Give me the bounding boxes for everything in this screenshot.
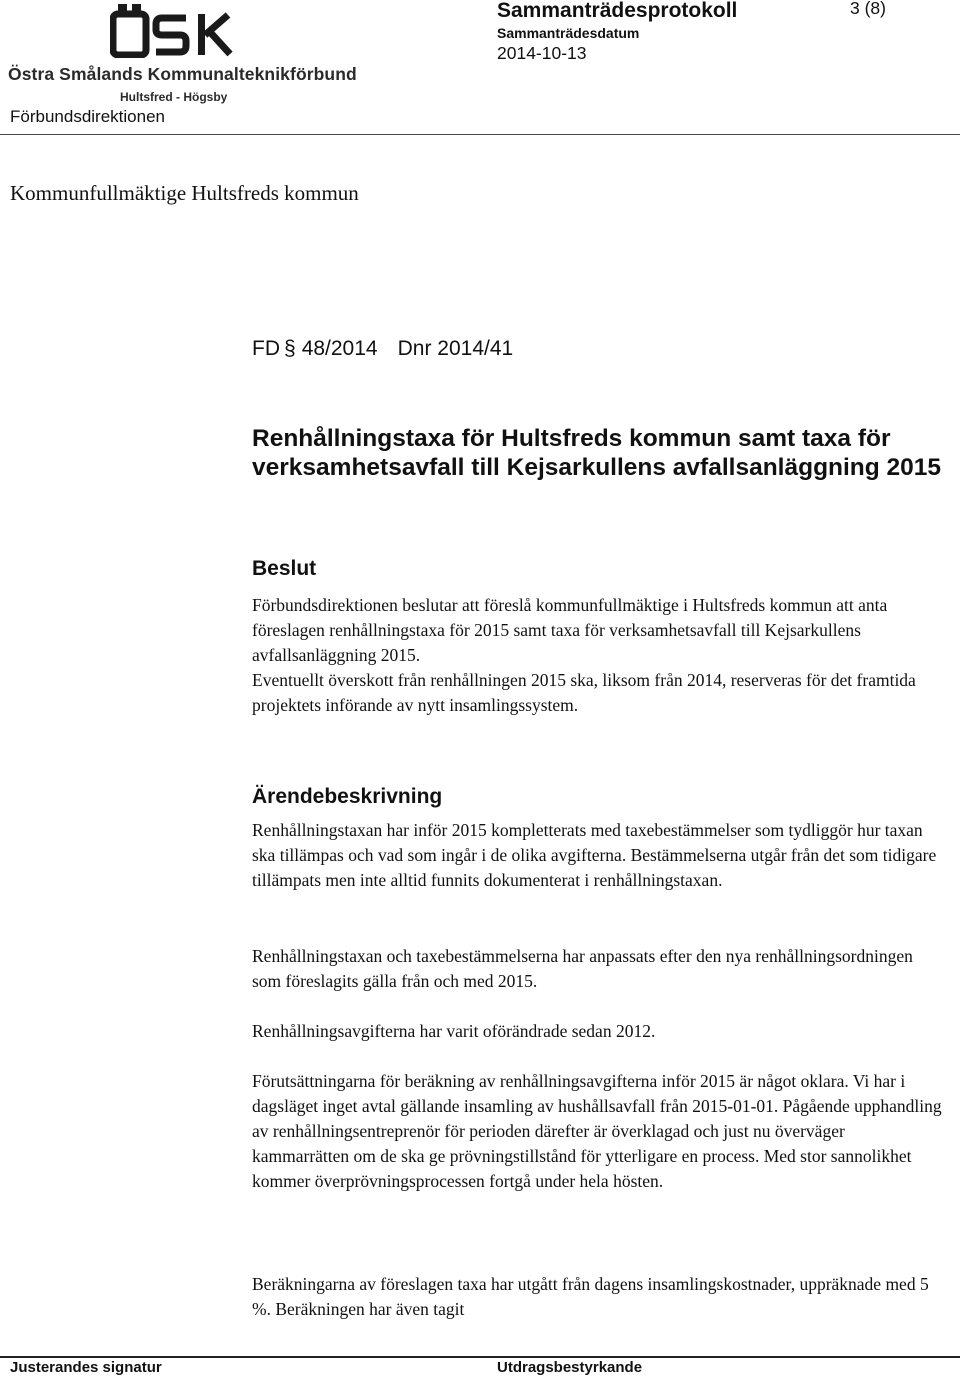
- description-heading: Ärendebeskrivning: [252, 785, 443, 808]
- decision-heading: Beslut: [252, 557, 317, 580]
- extract-verification-label: Utdragsbestyrkande: [497, 1359, 643, 1376]
- page-number: 3 (8): [850, 0, 886, 18]
- case-reference: [252, 337, 513, 361]
- decision-paragraph: Förbundsdirektionen beslutar att föreslå kommunfullmäktige i Hultsfreds kommun att anta föreslagen renhållningstaxa för 2015 samt taxa för verksamhetsavfall till Kejsarkullens avfallsanläggning 2015.: [252, 595, 888, 665]
- case-number: 48/2014: [301, 337, 378, 360]
- paragraph-icon: §: [284, 337, 296, 360]
- osk-logo-mark: [110, 4, 242, 58]
- description-paragraph: Förutsättningarna för beräkning av renhållningsavgifterna inför 2015 är något oklara. Vi har i dagsläget inget avtal gällande insamling av hushållsavfall från 2015-01-01. Pågående upphandling av renhållningsentreprenör för perioden därefter är överklagad och just nu överväger kammarrätten om de ska ge prövningstillstånd för ytterligare en process. Med stor sannolikhet kommer överprövningsprocessen fortgå under hela hösten.: [252, 1071, 942, 1191]
- header-divider: [0, 134, 960, 135]
- signature-label: Justerandes signatur: [10, 1359, 162, 1376]
- case-title: Renhållningstaxa för Hultsfreds kommun samt taxa för verksamhetsavfall till Kejsarkullens avfallsanläggning 2015: [252, 425, 942, 481]
- logo-subtitle: Hultsfred - Högsby: [120, 90, 228, 104]
- description-paragraph: Renhållningsavgifterna har varit oförändrade sedan 2012.: [252, 1021, 656, 1041]
- recipient: Kommunfullmäktige Hultsfreds kommun: [10, 181, 359, 205]
- meeting-date: 2014-10-13: [497, 43, 587, 63]
- case-dnr: Dnr 2014/41: [397, 337, 514, 360]
- description-paragraph: Renhållningstaxan och taxebestämmelserna har anpassats efter den nya renhållningsordningen som föreslagits gälla från och med 2015.: [252, 946, 913, 991]
- footer-divider: [0, 1356, 960, 1358]
- logo-name: Östra Smålands Kommunalteknikförbund: [8, 64, 357, 84]
- organization-logo: [8, 0, 357, 112]
- organization-name: Förbundsdirektionen: [10, 107, 165, 126]
- description-paragraph: Renhållningstaxan har inför 2015 kompletterats med taxebestämmelser som tydliggör hur taxan ska tillämpas och vad som ingår i de olika avgifterna. Bestämmelserna utgår från det som tidigare tillämpats men inte alltid funnits dokumenterat i renhållningstaxan.: [252, 820, 937, 890]
- decision-paragraph: Eventuellt överskott från renhållningen 2015 ska, liksom från 2014, reserveras för det framtida projektets införande av nytt insamlingssystem.: [252, 670, 916, 715]
- document-type: Sammanträdesprotokoll: [497, 0, 738, 22]
- case-fd-label: FD: [252, 337, 280, 360]
- meeting-date-label: Sammanträdesdatum: [497, 25, 640, 41]
- description-paragraph: Beräkningarna av föreslagen taxa har utgått från dagens insamlingskostnader, uppräknade med 5 %. Beräkningen har även tagit: [252, 1274, 929, 1319]
